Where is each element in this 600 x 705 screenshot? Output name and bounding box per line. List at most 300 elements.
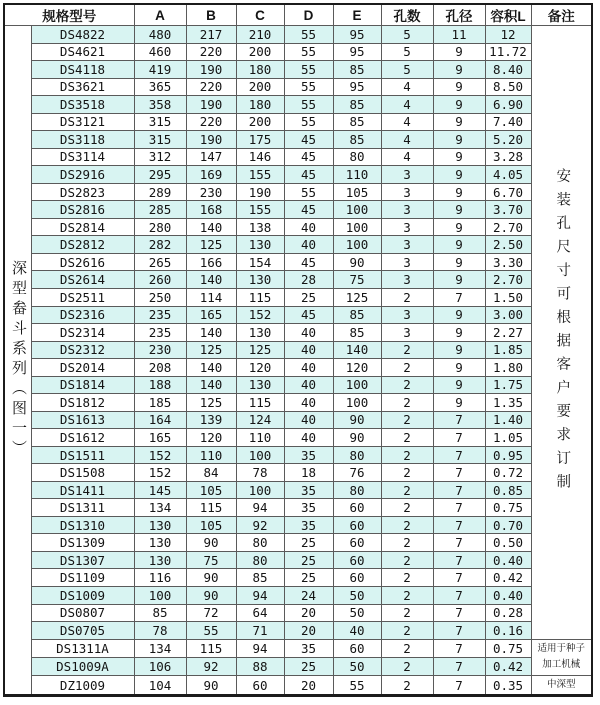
cell-model: DS1310	[31, 516, 134, 534]
cell-model: DS3621	[31, 78, 134, 96]
cell-d: 55	[284, 113, 333, 131]
cell-volume: 1.75	[485, 376, 531, 394]
table-row	[4, 166, 592, 184]
cell-a: 165	[134, 429, 186, 447]
cell-volume: 1.85	[485, 341, 531, 359]
cell-d: 45	[284, 166, 333, 184]
cell-hole_dia: 9	[433, 113, 485, 131]
cell-d: 55	[284, 78, 333, 96]
cell-b: 72	[186, 604, 236, 622]
column-header-volume: 容积L	[485, 4, 531, 26]
remark-line: 适用于种子	[537, 643, 585, 655]
cell-a: 130	[134, 551, 186, 569]
cell-c: 94	[236, 639, 284, 657]
cell-holes: 2	[381, 464, 433, 482]
cell-volume: 1.80	[485, 359, 531, 377]
cell-b: 115	[186, 499, 236, 517]
cell-model: DS1812	[31, 394, 134, 412]
cell-a: 152	[134, 446, 186, 464]
cell-holes: 3	[381, 271, 433, 289]
table-row	[4, 604, 592, 622]
cell-holes: 2	[381, 429, 433, 447]
cell-volume: 0.28	[485, 604, 531, 622]
cell-model: DS1411	[31, 481, 134, 499]
cell-b: 125	[186, 394, 236, 412]
cell-hole_dia: 9	[433, 183, 485, 201]
cell-volume: 0.75	[485, 639, 531, 657]
cell-volume: 3.28	[485, 148, 531, 166]
cell-e: 60	[333, 569, 381, 587]
cell-hole_dia: 9	[433, 96, 485, 114]
cell-volume: 0.85	[485, 481, 531, 499]
cell-e: 90	[333, 253, 381, 271]
cell-b: 139	[186, 411, 236, 429]
cell-volume: 0.42	[485, 657, 531, 675]
cell-model: DS2814	[31, 218, 134, 236]
cell-c: 94	[236, 587, 284, 605]
cell-holes: 2	[381, 446, 433, 464]
cell-hole_dia: 7	[433, 288, 485, 306]
cell-volume: 2.27	[485, 324, 531, 342]
cell-e: 95	[333, 26, 381, 44]
cell-d: 55	[284, 26, 333, 44]
cell-holes: 3	[381, 236, 433, 254]
cell-a: 280	[134, 218, 186, 236]
cell-model: DS1307	[31, 551, 134, 569]
cell-e: 85	[333, 113, 381, 131]
table-row	[4, 446, 592, 464]
cell-a: 235	[134, 324, 186, 342]
cell-hole_dia: 7	[433, 429, 485, 447]
cell-volume: 5.20	[485, 131, 531, 149]
cell-c: 78	[236, 464, 284, 482]
cell-volume: 1.50	[485, 288, 531, 306]
cell-e: 85	[333, 61, 381, 79]
table-row	[4, 376, 592, 394]
cell-a: 208	[134, 359, 186, 377]
cell-c: 85	[236, 569, 284, 587]
cell-b: 120	[186, 429, 236, 447]
cell-d: 55	[284, 43, 333, 61]
cell-volume: 0.35	[485, 676, 531, 696]
cell-c: 200	[236, 78, 284, 96]
cell-a: 152	[134, 464, 186, 482]
cell-c: 80	[236, 534, 284, 552]
cell-c: 200	[236, 113, 284, 131]
cell-b: 190	[186, 61, 236, 79]
cell-holes: 2	[381, 657, 433, 675]
cell-hole_dia: 9	[433, 271, 485, 289]
table-row	[4, 78, 592, 96]
table-row	[4, 271, 592, 289]
cell-holes: 2	[381, 569, 433, 587]
cell-b: 166	[186, 253, 236, 271]
cell-e: 80	[333, 481, 381, 499]
cell-e: 60	[333, 516, 381, 534]
table-row	[4, 236, 592, 254]
cell-a: 315	[134, 131, 186, 149]
cell-hole_dia: 9	[433, 324, 485, 342]
cell-holes: 2	[381, 288, 433, 306]
table-row	[4, 218, 592, 236]
cell-hole_dia: 7	[433, 499, 485, 517]
cell-hole_dia: 7	[433, 534, 485, 552]
cell-hole_dia: 9	[433, 253, 485, 271]
cell-hole_dia: 9	[433, 61, 485, 79]
cell-e: 76	[333, 464, 381, 482]
cell-c: 155	[236, 201, 284, 219]
cell-c: 120	[236, 359, 284, 377]
cell-volume: 1.40	[485, 411, 531, 429]
cell-hole_dia: 9	[433, 78, 485, 96]
cell-hole_dia: 7	[433, 604, 485, 622]
cell-model: DS1613	[31, 411, 134, 429]
cell-b: 147	[186, 148, 236, 166]
cell-c: 190	[236, 183, 284, 201]
cell-model: DS1009A	[31, 657, 134, 675]
cell-hole_dia: 7	[433, 569, 485, 587]
cell-model: DS3121	[31, 113, 134, 131]
cell-c: 125	[236, 341, 284, 359]
cell-a: 260	[134, 271, 186, 289]
cell-d: 25	[284, 657, 333, 675]
cell-b: 110	[186, 446, 236, 464]
cell-a: 185	[134, 394, 186, 412]
cell-d: 45	[284, 306, 333, 324]
cell-volume: 0.95	[485, 446, 531, 464]
cell-model: DS2314	[31, 324, 134, 342]
table-row	[4, 464, 592, 482]
spec-table	[3, 3, 593, 697]
column-header-c: C	[236, 4, 284, 26]
column-header-a: A	[134, 4, 186, 26]
cell-d: 25	[284, 534, 333, 552]
table-row	[4, 569, 592, 587]
cell-volume: 1.35	[485, 394, 531, 412]
cell-b: 55	[186, 622, 236, 640]
cell-holes: 2	[381, 341, 433, 359]
cell-holes: 3	[381, 183, 433, 201]
cell-d: 25	[284, 551, 333, 569]
cell-volume: 11.72	[485, 43, 531, 61]
cell-hole_dia: 7	[433, 676, 485, 696]
cell-a: 265	[134, 253, 186, 271]
table-row	[4, 639, 592, 657]
cell-a: 130	[134, 534, 186, 552]
remark-seed-cell	[531, 639, 592, 675]
cell-d: 40	[284, 394, 333, 412]
table-row	[4, 516, 592, 534]
table-row	[4, 26, 592, 44]
cell-a: 285	[134, 201, 186, 219]
cell-volume: 6.70	[485, 183, 531, 201]
cell-d: 40	[284, 411, 333, 429]
cell-holes: 3	[381, 324, 433, 342]
cell-hole_dia: 7	[433, 587, 485, 605]
table-row	[4, 499, 592, 517]
table-row	[4, 622, 592, 640]
cell-c: 130	[236, 376, 284, 394]
cell-holes: 2	[381, 376, 433, 394]
cell-b: 168	[186, 201, 236, 219]
cell-c: 152	[236, 306, 284, 324]
table-row	[4, 253, 592, 271]
cell-b: 220	[186, 113, 236, 131]
cell-d: 25	[284, 569, 333, 587]
cell-hole_dia: 7	[433, 464, 485, 482]
cell-model: DS1508	[31, 464, 134, 482]
cell-b: 220	[186, 78, 236, 96]
cell-d: 35	[284, 639, 333, 657]
cell-e: 125	[333, 288, 381, 306]
cell-volume: 0.16	[485, 622, 531, 640]
cell-hole_dia: 7	[433, 411, 485, 429]
cell-model: DS1009	[31, 587, 134, 605]
cell-e: 60	[333, 639, 381, 657]
series-label: 深型畚斗系列（图一）	[10, 260, 27, 460]
cell-volume: 2.50	[485, 236, 531, 254]
cell-holes: 2	[381, 359, 433, 377]
cell-a: 312	[134, 148, 186, 166]
cell-c: 115	[236, 288, 284, 306]
cell-d: 24	[284, 587, 333, 605]
cell-hole_dia: 7	[433, 516, 485, 534]
cell-model: DS2511	[31, 288, 134, 306]
cell-e: 85	[333, 324, 381, 342]
cell-holes: 2	[381, 499, 433, 517]
cell-d: 55	[284, 183, 333, 201]
table-row	[4, 96, 592, 114]
cell-hole_dia: 7	[433, 481, 485, 499]
cell-c: 180	[236, 96, 284, 114]
cell-model: DS2812	[31, 236, 134, 254]
table-row	[4, 288, 592, 306]
cell-hole_dia: 7	[433, 657, 485, 675]
cell-volume: 0.50	[485, 534, 531, 552]
remark-vertical-cell	[531, 26, 592, 640]
cell-a: 164	[134, 411, 186, 429]
cell-e: 75	[333, 271, 381, 289]
cell-holes: 2	[381, 676, 433, 696]
table-row	[4, 61, 592, 79]
cell-a: 282	[134, 236, 186, 254]
cell-hole_dia: 9	[433, 394, 485, 412]
cell-c: 130	[236, 236, 284, 254]
cell-c: 130	[236, 271, 284, 289]
table-row	[4, 534, 592, 552]
cell-volume: 6.90	[485, 96, 531, 114]
cell-e: 90	[333, 411, 381, 429]
cell-b: 90	[186, 534, 236, 552]
cell-volume: 3.70	[485, 201, 531, 219]
cell-a: 188	[134, 376, 186, 394]
cell-e: 105	[333, 183, 381, 201]
cell-holes: 5	[381, 26, 433, 44]
cell-e: 50	[333, 657, 381, 675]
cell-d: 35	[284, 446, 333, 464]
column-header-hole-dia: 孔径	[433, 4, 485, 26]
cell-d: 45	[284, 253, 333, 271]
cell-b: 92	[186, 657, 236, 675]
cell-holes: 2	[381, 639, 433, 657]
cell-e: 140	[333, 341, 381, 359]
cell-a: 250	[134, 288, 186, 306]
cell-volume: 12	[485, 26, 531, 44]
table-row	[4, 341, 592, 359]
cell-d: 20	[284, 622, 333, 640]
table-row	[4, 429, 592, 447]
cell-c: 155	[236, 166, 284, 184]
column-header-d: D	[284, 4, 333, 26]
table-row	[4, 481, 592, 499]
cell-hole_dia: 9	[433, 43, 485, 61]
cell-b: 105	[186, 516, 236, 534]
cell-e: 120	[333, 359, 381, 377]
cell-a: 134	[134, 499, 186, 517]
cell-c: 130	[236, 324, 284, 342]
cell-a: 145	[134, 481, 186, 499]
cell-c: 180	[236, 61, 284, 79]
cell-model: DS2916	[31, 166, 134, 184]
cell-hole_dia: 7	[433, 551, 485, 569]
cell-hole_dia: 9	[433, 131, 485, 149]
cell-d: 18	[284, 464, 333, 482]
remark-line: 加工机械	[542, 659, 581, 671]
cell-holes: 2	[381, 604, 433, 622]
cell-d: 40	[284, 218, 333, 236]
cell-c: 88	[236, 657, 284, 675]
cell-c: 94	[236, 499, 284, 517]
cell-b: 90	[186, 587, 236, 605]
cell-volume: 1.05	[485, 429, 531, 447]
cell-model: DS2614	[31, 271, 134, 289]
cell-holes: 2	[381, 481, 433, 499]
cell-hole_dia: 9	[433, 166, 485, 184]
cell-e: 85	[333, 96, 381, 114]
cell-e: 100	[333, 394, 381, 412]
remark-vertical: 安装孔尺寸可根据客户要求订制	[554, 167, 571, 497]
cell-b: 165	[186, 306, 236, 324]
cell-d: 40	[284, 341, 333, 359]
cell-d: 40	[284, 236, 333, 254]
cell-c: 60	[236, 676, 284, 696]
cell-volume: 0.40	[485, 551, 531, 569]
cell-model: DS2014	[31, 359, 134, 377]
cell-e: 50	[333, 587, 381, 605]
cell-e: 60	[333, 551, 381, 569]
cell-c: 100	[236, 481, 284, 499]
cell-volume: 4.05	[485, 166, 531, 184]
table-row	[4, 551, 592, 569]
cell-model: DS1612	[31, 429, 134, 447]
cell-a: 315	[134, 113, 186, 131]
cell-b: 230	[186, 183, 236, 201]
table-row	[4, 306, 592, 324]
cell-d: 55	[284, 61, 333, 79]
cell-hole_dia: 9	[433, 148, 485, 166]
cell-e: 80	[333, 148, 381, 166]
column-header-model: 规格型号	[4, 4, 134, 26]
cell-model: DS1311	[31, 499, 134, 517]
cell-hole_dia: 9	[433, 218, 485, 236]
cell-a: 134	[134, 639, 186, 657]
cell-b: 125	[186, 236, 236, 254]
cell-a: 116	[134, 569, 186, 587]
cell-e: 85	[333, 306, 381, 324]
cell-volume: 2.70	[485, 271, 531, 289]
cell-d: 45	[284, 131, 333, 149]
cell-volume: 0.72	[485, 464, 531, 482]
cell-d: 20	[284, 676, 333, 696]
cell-d: 35	[284, 499, 333, 517]
table-row	[4, 359, 592, 377]
cell-b: 75	[186, 551, 236, 569]
cell-holes: 4	[381, 148, 433, 166]
cell-model: DS4822	[31, 26, 134, 44]
cell-c: 92	[236, 516, 284, 534]
cell-e: 55	[333, 676, 381, 696]
cell-a: 104	[134, 676, 186, 696]
cell-volume: 0.42	[485, 569, 531, 587]
cell-e: 100	[333, 218, 381, 236]
cell-a: 358	[134, 96, 186, 114]
table-row	[4, 201, 592, 219]
cell-hole_dia: 11	[433, 26, 485, 44]
cell-c: 210	[236, 26, 284, 44]
cell-b: 140	[186, 324, 236, 342]
cell-c: 64	[236, 604, 284, 622]
cell-e: 110	[333, 166, 381, 184]
cell-holes: 2	[381, 516, 433, 534]
cell-holes: 2	[381, 622, 433, 640]
cell-b: 90	[186, 676, 236, 696]
cell-holes: 5	[381, 43, 433, 61]
cell-hole_dia: 7	[433, 639, 485, 657]
cell-a: 460	[134, 43, 186, 61]
table-row	[4, 324, 592, 342]
cell-b: 190	[186, 131, 236, 149]
cell-e: 40	[333, 622, 381, 640]
cell-model: DS4118	[31, 61, 134, 79]
cell-c: 71	[236, 622, 284, 640]
cell-d: 40	[284, 429, 333, 447]
cell-a: 130	[134, 516, 186, 534]
table-row	[4, 587, 592, 605]
cell-holes: 2	[381, 551, 433, 569]
cell-e: 50	[333, 604, 381, 622]
cell-a: 85	[134, 604, 186, 622]
cell-hole_dia: 9	[433, 201, 485, 219]
cell-holes: 2	[381, 394, 433, 412]
table-row	[4, 131, 592, 149]
table-row	[4, 148, 592, 166]
cell-model: DS1814	[31, 376, 134, 394]
cell-d: 45	[284, 148, 333, 166]
cell-holes: 4	[381, 78, 433, 96]
column-header-e: E	[333, 4, 381, 26]
cell-hole_dia: 9	[433, 376, 485, 394]
cell-d: 40	[284, 376, 333, 394]
cell-b: 105	[186, 481, 236, 499]
cell-model: DS1511	[31, 446, 134, 464]
cell-a: 365	[134, 78, 186, 96]
cell-d: 45	[284, 201, 333, 219]
cell-b: 115	[186, 639, 236, 657]
table-row	[4, 411, 592, 429]
cell-b: 125	[186, 341, 236, 359]
table-row	[4, 394, 592, 412]
cell-volume: 3.00	[485, 306, 531, 324]
